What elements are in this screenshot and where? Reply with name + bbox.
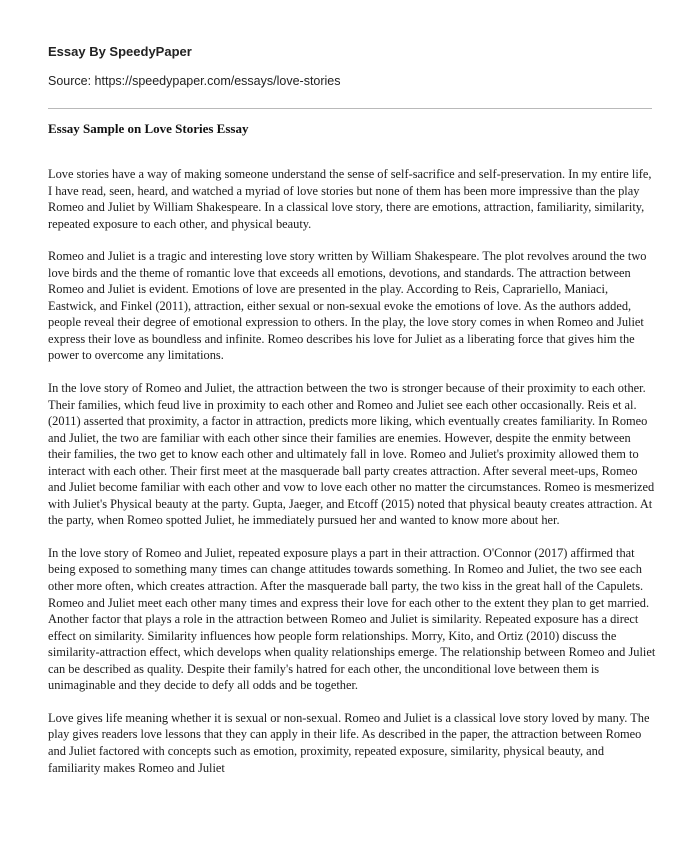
source-line: Source: https://speedypaper.com/essays/love-stories bbox=[48, 74, 341, 88]
header-divider bbox=[48, 108, 652, 109]
essay-paragraph-5: Love gives life meaning whether it is sexual or non-sexual. Romeo and Juliet is a classical love story loved by many. The play gives readers love lessons that they can apply in their life. As described in the paper, the attraction between Romeo and Juliet factored with concepts such as emotion, proximity, repeated exposure, similarity, physical beauty, and familiarity makes Romeo and Juliet bbox=[48, 710, 650, 775]
essay-body bbox=[48, 166, 656, 792]
essay-paragraph-4: In the love story of Romeo and Juliet, repeated exposure plays a part in their attraction. O'Connor (2017) affirmed that being exposed to something many times can change attitudes towards something. In Romeo and Juliet, the two see each other more often, which creates attraction. After the masquerade ball party, the two kiss in the great hall of the Capulets. Romeo and Juliet meet each other many times and express their love for each other to the extent they plan to get married. Another factor that plays a role in the attraction between Romeo and Juliet is similarity. Repeated exposure has a direct effect on similarity. Similarity influences how people form relationships. Morry, Kito, and Ortiz (2010) discuss the similarity-attraction effect, which develops when quality relationships emerge. The relationship between Romeo and Juliet can be described as quality. Despite their family's hatred for each other, the unconditional love between them is unimaginable and they decide to defy all odds and be together. bbox=[48, 545, 656, 693]
brand-title: Essay By SpeedyPaper bbox=[48, 44, 192, 59]
essay-paragraph-2: Romeo and Juliet is a tragic and interesting love story written by William Shakespeare. The plot revolves around the two love birds and the theme of romantic love that exceeds all emotions, devotions, and standards. The attraction between Romeo and Juliet is evident. Emotions of love are presented in the play. According to Reis, Caprariello, Maniaci, Eastwick, and Finkel (2011), attraction, either sexual or non-sexual evoke the emotions of love. As the authors added, people reveal their degree of emotional expression to others. In the play, the love story comes in when Romeo and Juliet express their love as boundless and infinite. Romeo describes his love for Juliet as a liberating force that gives him the power to overcome any limitations. bbox=[48, 249, 647, 363]
essay-paragraph-3: In the love story of Romeo and Juliet, the attraction between the two is stronger because of their proximity to each other. Their families, which feud live in proximity to each other and Romeo and Juliet see each other occasionally. Reis et al. (2011) asserted that proximity, a factor in attraction, predicts more liking, which eventually creates familiarity. In Romeo and Juliet, the two are familiar with each other since their families are enemies. However, despite the enmity between their families, the two get to know each other and ultimately fall in love. Romeo and Juliet's proximity allowed them to interact with each other. Their first meet at the masquerade ball party creates attraction. After several meet-ups, Romeo and Juliet become familiar with each other and vow to love each other no matter the circumstances. Romeo is mesmerized with Juliet's Physical beauty at the party. Gupta, Jaeger, and Etcoff (2015) noted that physical beauty creates attraction. At the party, when Romeo spotted Juliet, he immediately pursued her and wanted to know more about her. bbox=[48, 381, 655, 528]
essay-title: Essay Sample on Love Stories Essay bbox=[48, 121, 249, 136]
essay-paragraph-1: Love stories have a way of making someone understand the sense of self-sacrifice and self-preservation. In my entire life, I have read, seen, heard, and watched a myriad of love stories but none of them has been more impressive than the play Romeo and Juliet by William Shakespeare. In a classical love story, there are emotions, attraction, familiarity, similarity, repeated exposure to each other, and physical beauty. bbox=[48, 167, 652, 231]
